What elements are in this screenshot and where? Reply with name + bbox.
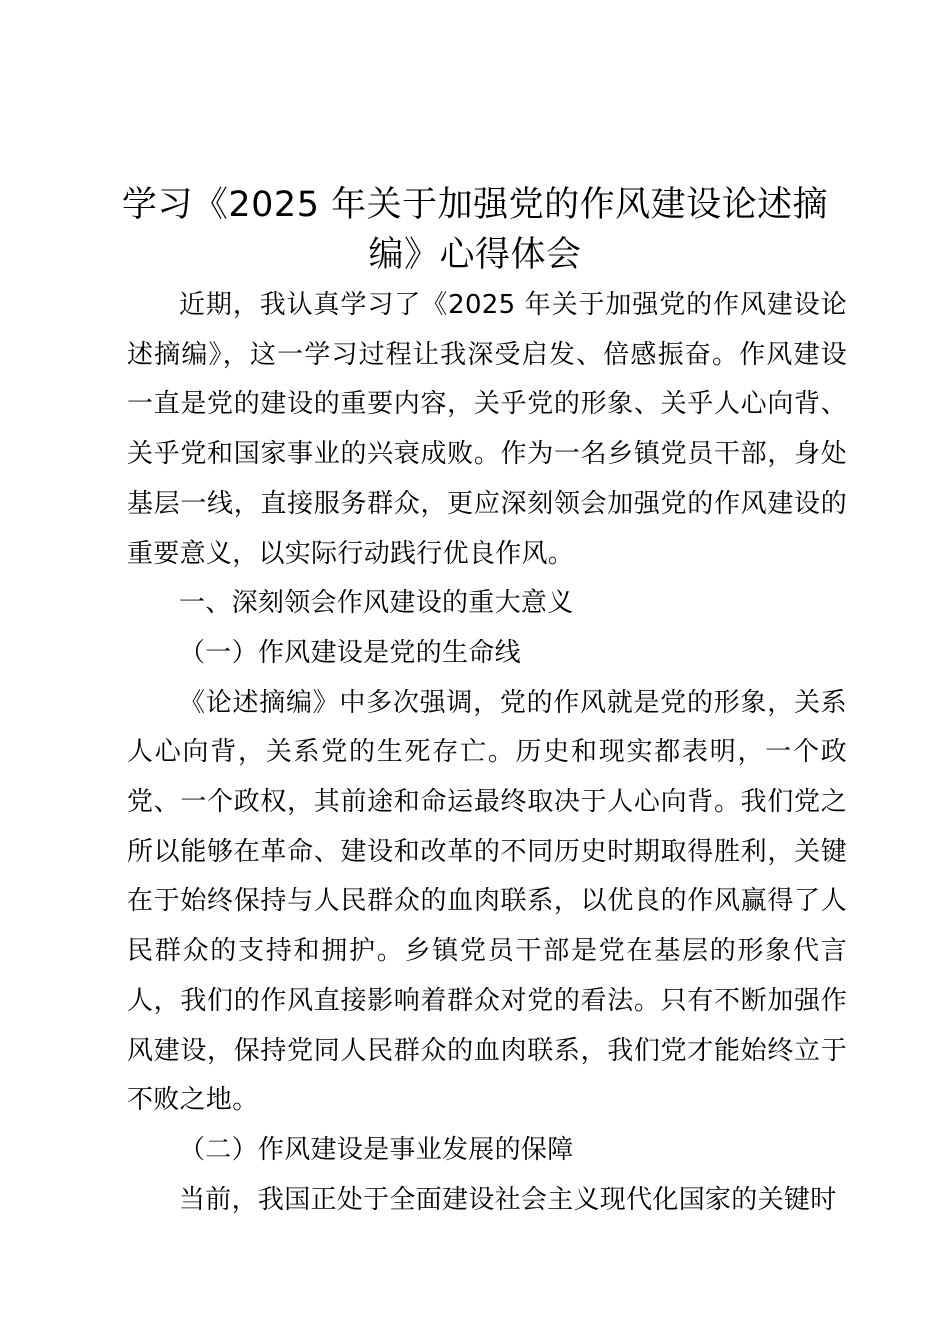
title-line-1: 学习《2025 年关于加强党的作风建设论述摘 <box>121 185 829 225</box>
document-title <box>120 180 830 280</box>
document-body <box>127 281 847 1225</box>
title-line-2: 编》心得体会 <box>368 235 582 275</box>
subsection-heading-2: （二）作风建设是事业发展的保障 <box>179 1134 574 1165</box>
paragraph-lifeline: 《论述摘编》中多次强调，党的作风就是党的形象，关系人心向背，关系党的生死存亡。历史和现实都表明，一个政党、一个政权，其前途和命运最终取决于人心向背。我们党之所以能够在革命、建设和改革的不同历史时期取得胜利，关键在于始终保持与人民群众的血肉联系，以优良的作风赢得了人民群众的支持和拥护。乡镇党员干部是党在基层的形象代言人，我们的作风直接影响着群众对党的看法。只有不断加强作风建设，保持党同人民群众的血肉联系，我们党才能始终立于不败之地。 <box>127 687 847 1116</box>
subsection-heading-1: （一）作风建设是党的生命线 <box>179 637 521 668</box>
paragraph-intro: 近期，我认真学习了《2025 年关于加强党的作风建设论述摘编》，这一学习过程让我深受启发、倍感振奋。作风建设一直是党的建设的重要内容，关乎党的形象、关乎人心向背、关乎党和国家事业的兴衰成败。作为一名乡镇党员干部，身处基层一线，直接服务群众，更应深刻领会加强党的作风建设的重要意义，以实际行动践行优良作风。 <box>127 290 847 569</box>
paragraph-current: 当前，我国正处于全面建设社会主义现代化国家的关键时 <box>179 1184 837 1215</box>
section-heading-1: 一、深刻领会作风建设的重大意义 <box>179 588 574 619</box>
